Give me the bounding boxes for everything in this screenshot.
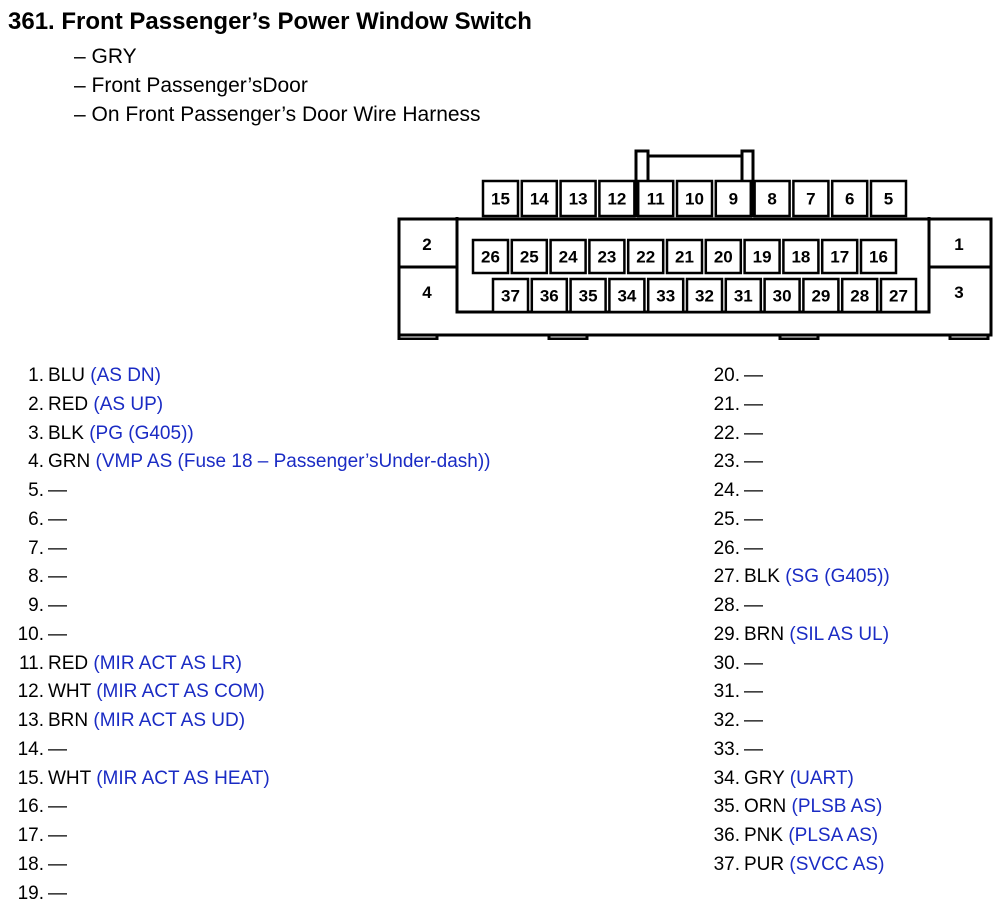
wire-color: — — [48, 882, 67, 904]
pin-number: 28. — [713, 595, 740, 616]
pin-label: 16 — [869, 247, 888, 267]
pin-label: 22 — [636, 247, 656, 267]
signal-name: (UART) — [789, 767, 854, 789]
connector-face-diagram — [397, 148, 997, 340]
signal-name: (MIR ACT AS UD) — [93, 710, 246, 731]
pin-number: 32. — [713, 710, 740, 731]
pin-number: 36. — [713, 825, 740, 846]
pin-label: 23 — [597, 247, 617, 267]
pin-row — [696, 765, 890, 794]
pin-label: 28 — [850, 286, 870, 306]
pin-number: 29. — [713, 623, 740, 645]
pin-label: 11 — [646, 189, 665, 209]
pin-label: 4 — [422, 283, 432, 302]
pin-label: 32 — [695, 286, 714, 306]
pin-number: 34. — [713, 767, 740, 789]
wire-color: GRN — [48, 451, 91, 473]
signal-name: (SG (G405)) — [785, 566, 890, 588]
pin-number: 24. — [713, 480, 740, 501]
wire-color: — — [744, 595, 763, 616]
wire-color: — — [744, 508, 763, 530]
wire-color: WHT — [48, 681, 91, 703]
pin-number: 35. — [713, 796, 740, 818]
signal-name: (PLSB AS) — [791, 796, 883, 818]
wire-color: GRY — [744, 767, 785, 789]
pin-row — [0, 880, 490, 909]
wire-color: — — [744, 738, 763, 760]
signal-name: (PG (G405)) — [89, 422, 194, 444]
pin-row — [696, 362, 890, 391]
wire-color: PUR — [744, 853, 785, 875]
pin-number: 37. — [713, 853, 740, 875]
pin-label: 34 — [617, 286, 637, 306]
pin-number: 23. — [713, 451, 740, 473]
signal-name: (MIR ACT AS HEAT) — [96, 767, 270, 789]
pin-label: 35 — [578, 286, 598, 306]
pin-row — [0, 851, 490, 880]
pin-number: 31. — [713, 681, 740, 703]
pin-label: 5 — [883, 189, 894, 209]
wire-color: — — [48, 537, 67, 559]
wire-color: BLU — [48, 365, 85, 386]
signal-name: (SIL AS UL) — [789, 623, 890, 645]
pin-row — [0, 420, 490, 449]
pin-label: 30 — [772, 286, 792, 306]
pin-label: 26 — [481, 247, 500, 267]
pin-number: 2. — [28, 393, 44, 415]
connector-harness: – On Front Passenger’s Door Wire Harness — [74, 103, 481, 126]
pin-row — [696, 420, 890, 449]
pin-number: 10. — [17, 623, 44, 645]
pin-number: 15. — [17, 767, 44, 789]
pin-row — [696, 448, 890, 477]
pin-number: 18. — [17, 853, 44, 875]
wire-color: — — [48, 595, 67, 616]
wire-color: — — [48, 853, 67, 875]
pin-row — [0, 736, 490, 765]
page-title: 361. Front Passenger’s Power Window Switch — [8, 8, 532, 35]
pin-row — [696, 851, 890, 880]
wire-color: BLK — [744, 566, 780, 588]
pin-row — [0, 650, 490, 679]
wire-color: — — [744, 365, 763, 386]
pin-row — [0, 793, 490, 822]
pin-label: 24 — [558, 247, 578, 267]
pin-label: 1 — [954, 235, 964, 254]
pin-row — [696, 736, 890, 765]
pin-row — [0, 707, 490, 736]
wire-color: RED — [48, 652, 89, 674]
pin-number: 13. — [17, 710, 44, 731]
pin-row — [0, 678, 490, 707]
pin-row — [0, 765, 490, 794]
pin-label: 18 — [791, 247, 811, 267]
pin-label: 3 — [954, 283, 964, 302]
pin-number: 33. — [713, 738, 740, 760]
wire-color: ORN — [744, 796, 787, 818]
pin-row — [696, 391, 890, 420]
pin-number: 27. — [713, 566, 740, 588]
pin-number: 3. — [28, 422, 44, 444]
wire-color: BLK — [48, 422, 84, 444]
pin-label: 8 — [767, 189, 777, 209]
pin-number: 6. — [28, 508, 44, 530]
pin-label: 15 — [491, 189, 510, 209]
pin-label: 6 — [844, 189, 855, 209]
pin-label: 29 — [811, 286, 831, 306]
pin-label: 2 — [422, 235, 432, 254]
wire-color: — — [744, 681, 763, 703]
pin-row — [0, 506, 490, 535]
pin-row — [696, 650, 890, 679]
pin-number: 22. — [713, 422, 740, 444]
wire-color: — — [48, 623, 67, 645]
pin-row — [0, 563, 490, 592]
pin-label: 19 — [752, 247, 772, 267]
pin-number: 17. — [17, 825, 44, 846]
pin-row — [696, 707, 890, 736]
pin-label: 13 — [568, 189, 588, 209]
pin-row — [696, 793, 890, 822]
pin-number: 25. — [713, 508, 740, 530]
pin-row — [696, 678, 890, 707]
wire-color: — — [744, 652, 763, 674]
pin-label: 20 — [713, 247, 733, 267]
pin-row — [0, 477, 490, 506]
pin-row — [0, 822, 490, 851]
wire-color: — — [48, 566, 67, 588]
pin-label: 31 — [733, 286, 753, 306]
pin-number: 26. — [713, 537, 740, 559]
pin-number: 16. — [17, 796, 44, 818]
pin-number: 14. — [17, 738, 44, 760]
pin-number: 5. — [28, 480, 44, 501]
wire-color: — — [744, 480, 763, 501]
connector-location: – Front Passenger’sDoor — [74, 74, 308, 97]
pin-number: 1. — [28, 365, 44, 386]
pin-row — [696, 822, 890, 851]
pin-label: 12 — [607, 189, 627, 209]
pin-row — [696, 621, 890, 650]
pin-number: 11. — [18, 652, 44, 674]
pin-number: 7. — [28, 537, 44, 559]
pin-label: 9 — [728, 189, 739, 209]
wire-color: — — [48, 796, 67, 818]
connector-color: – GRY — [74, 45, 137, 68]
pin-number: 4. — [28, 451, 44, 473]
wire-color: PNK — [744, 825, 784, 846]
wire-color: — — [744, 393, 763, 415]
signal-name: (MIR ACT AS LR) — [93, 652, 242, 674]
pin-number: 20. — [713, 365, 740, 386]
pin-row — [696, 535, 890, 564]
pin-label: 17 — [830, 247, 850, 267]
wire-color: — — [48, 738, 67, 760]
pin-row — [696, 506, 890, 535]
signal-name: (AS UP) — [93, 393, 164, 415]
signal-name: (MIR ACT AS COM) — [96, 681, 265, 703]
pin-label: 37 — [501, 286, 520, 306]
pin-row — [0, 592, 490, 621]
pin-label: 7 — [806, 189, 816, 209]
pin-row — [0, 535, 490, 564]
pin-row — [0, 448, 490, 477]
pin-label: 14 — [529, 189, 549, 209]
pin-label: 10 — [685, 189, 704, 209]
wire-color: — — [48, 480, 67, 501]
pin-row — [0, 621, 490, 650]
connector-info — [74, 42, 481, 129]
wire-color: — — [744, 451, 763, 473]
pin-label: 25 — [519, 247, 539, 267]
signal-name: (AS DN) — [90, 365, 161, 386]
signal-name: (SVCC AS) — [789, 853, 885, 875]
pin-label: 36 — [539, 286, 559, 306]
pin-label: 33 — [656, 286, 676, 306]
pin-number: 12. — [17, 681, 44, 703]
wire-color: — — [744, 710, 763, 731]
wire-color: — — [48, 508, 67, 530]
pin-label: 21 — [675, 247, 694, 267]
pin-number: 30. — [713, 652, 740, 674]
pinout-list-left — [0, 362, 490, 908]
pin-number: 9. — [28, 595, 44, 616]
wire-color: — — [744, 422, 763, 444]
pin-row — [696, 477, 890, 506]
pin-label: 27 — [889, 286, 908, 306]
pinout-list-right — [696, 362, 890, 880]
wire-color: BRN — [744, 623, 785, 645]
wire-color: WHT — [48, 767, 91, 789]
pin-row — [0, 362, 490, 391]
wire-color: — — [48, 825, 67, 846]
pin-row — [696, 563, 890, 592]
wire-color: BRN — [48, 710, 89, 731]
pin-number: 8. — [28, 566, 44, 588]
wire-color: RED — [48, 393, 89, 415]
pin-number: 19. — [17, 882, 44, 904]
pin-row — [0, 391, 490, 420]
pin-row — [696, 592, 890, 621]
pin-number: 21. — [713, 393, 740, 415]
signal-name: (VMP AS (Fuse 18 – Passenger’sUnder-dash)) — [95, 451, 491, 473]
signal-name: (PLSA AS) — [788, 825, 879, 846]
wire-color: — — [744, 537, 763, 559]
